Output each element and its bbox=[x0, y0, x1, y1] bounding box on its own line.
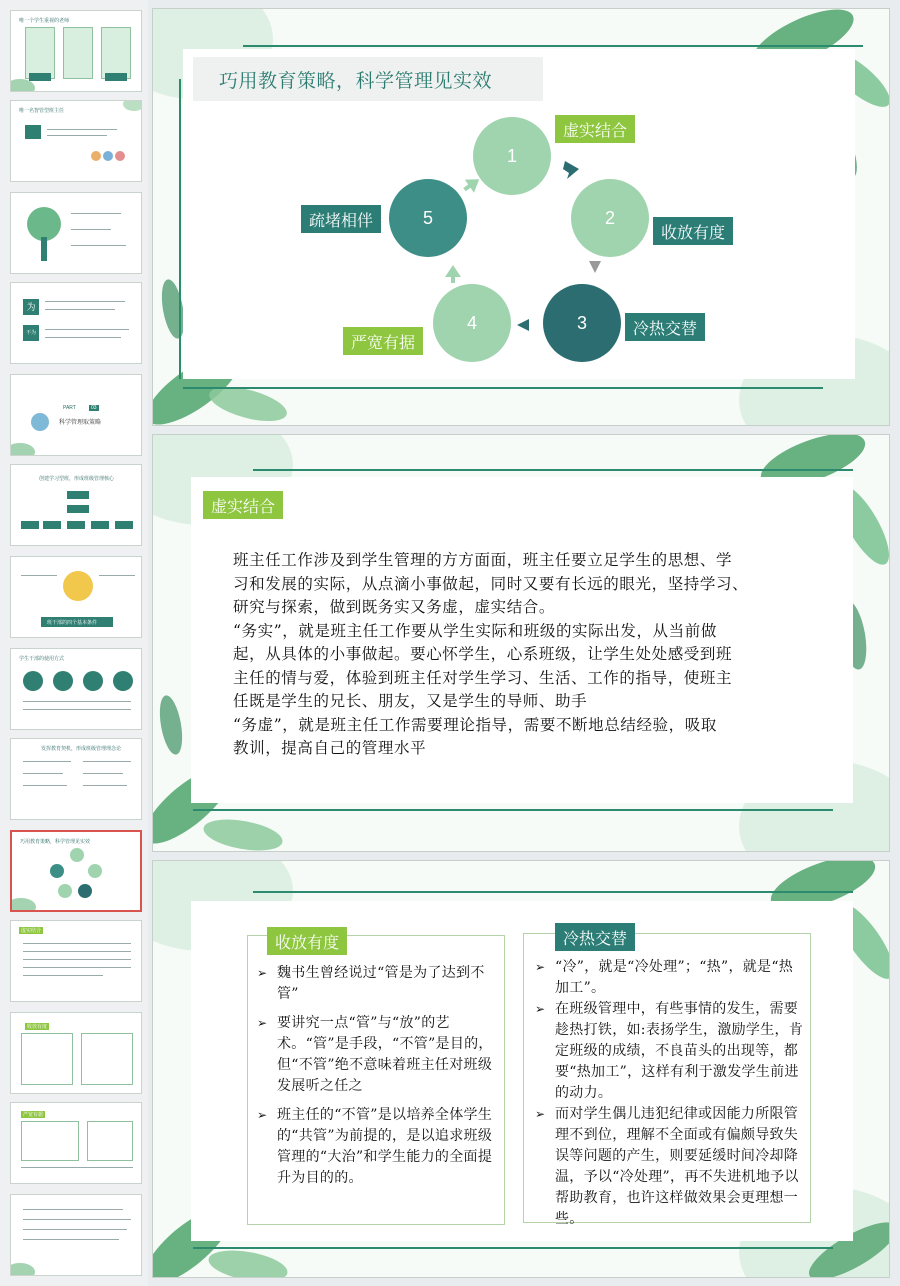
slide-thumbnail-panel bbox=[0, 0, 148, 1286]
thumb-line bbox=[23, 701, 131, 702]
thumb-line bbox=[23, 967, 131, 968]
thumb-mark-for: 为 bbox=[23, 299, 39, 315]
body-line: 起，从具体的小事做起。要心怀学生，心系班级，让学生处处感受到班 bbox=[233, 645, 733, 663]
label-step-1: 虚实结合 bbox=[555, 115, 635, 143]
tree-trunk bbox=[41, 237, 47, 261]
thumb-line bbox=[23, 1219, 131, 1220]
thumb-button bbox=[29, 73, 51, 81]
thumb-node bbox=[91, 521, 109, 529]
thumb-line bbox=[23, 951, 131, 952]
thumb-block bbox=[25, 27, 55, 79]
thumb-tag: 收放有度 bbox=[27, 1024, 48, 1030]
list-item: ➢ 魏书生曾经说过“管是为了达到不管” bbox=[257, 963, 499, 1005]
slide-thumbnail-2[interactable] bbox=[10, 100, 142, 182]
slide-thumbnail-10-selected[interactable] bbox=[10, 830, 142, 912]
arrow-icon bbox=[460, 173, 484, 196]
slide-thumbnail-8[interactable] bbox=[10, 648, 142, 730]
thumb-line bbox=[21, 575, 57, 576]
thumb-part-label: PART bbox=[63, 405, 76, 411]
body-line: 教训，提高自己的管理水平 bbox=[233, 739, 427, 757]
thumb-line bbox=[83, 773, 123, 774]
thumb-panel bbox=[21, 1121, 79, 1161]
body-line: 研究与探索，做到既务实又务虚，虚实结合。 bbox=[233, 598, 556, 616]
arrow-icon bbox=[563, 161, 579, 179]
panel-tag-lengre: 冷热交替 bbox=[555, 923, 635, 951]
leaf-decoration bbox=[10, 443, 35, 456]
person-icon bbox=[115, 151, 125, 161]
thumb-panel bbox=[81, 1033, 133, 1085]
accent-line-bottom bbox=[193, 1247, 833, 1249]
thumb-title: 唯一个学生重视的老师 bbox=[19, 18, 70, 24]
slide-thumbnail-4[interactable] bbox=[10, 282, 142, 364]
arrow-icon bbox=[589, 261, 601, 273]
thumb-cycle-node bbox=[88, 864, 102, 878]
thumb-line bbox=[23, 1239, 119, 1240]
thumb-line bbox=[45, 309, 115, 310]
slide-thumbnail-12[interactable] bbox=[10, 1012, 142, 1094]
thumb-line bbox=[45, 337, 121, 338]
thumb-title: 创建学习型班，形成班级管理核心 bbox=[39, 476, 115, 482]
thumb-line bbox=[23, 785, 67, 786]
slide-title: 巧用教育策略，科学管理见实效 bbox=[193, 57, 543, 101]
person-icon bbox=[103, 151, 113, 161]
thumb-cycle-node bbox=[70, 848, 84, 862]
thumb-line bbox=[23, 959, 131, 960]
slide-thumbnail-14[interactable] bbox=[10, 1194, 142, 1276]
thumb-line bbox=[23, 709, 131, 710]
cycle-node-3[interactable]: 3 bbox=[543, 284, 621, 362]
body-line: 主任的情与爱，体验到班主任对学生学习、生活、工作的指导，使班主 bbox=[233, 668, 733, 687]
body-line: 习和发展的实际，从点滴小事做起，同时又要有长远的眼光，坚持学习、 bbox=[233, 574, 749, 593]
thumb-line bbox=[23, 975, 103, 976]
cycle-node-4[interactable]: 4 bbox=[433, 284, 511, 362]
cycle-arrows bbox=[153, 9, 890, 426]
list-item: ➢ 而对学生偶儿违犯纪律或因能力所限管理不到位，理解不全面或有偏颇导致失误等问题的产生，则要延缓时间冷却降温，予以“冷处理”，再不失进机地予以帮助教育，也许这样做效果会更理想一些。 bbox=[535, 1104, 805, 1230]
arrow-icon bbox=[517, 319, 529, 331]
flower-image bbox=[63, 571, 93, 601]
list-item: ➢ 班主任的“不管”是以培养全体学生的“共管”为前提的，是以追求班级管理的“大治”和学生能力的全面提升为目的的。 bbox=[257, 1105, 499, 1189]
bullet-list-lengre bbox=[535, 957, 805, 1230]
thumb-node bbox=[67, 521, 85, 529]
thumb-line bbox=[83, 785, 127, 786]
body-paragraph bbox=[233, 549, 853, 761]
thumb-node bbox=[67, 491, 89, 499]
cycle-node-2[interactable]: 2 bbox=[571, 179, 649, 257]
slide-thumbnail-1[interactable] bbox=[10, 10, 142, 92]
label-step-3: 冷热交替 bbox=[625, 313, 705, 341]
section-tag: 虚实结合 bbox=[203, 491, 283, 519]
thumb-title: 班干部的四个基本条件 bbox=[47, 620, 98, 626]
body-line: 任既是学生的兄长、朋友，又是学生的导师、助手 bbox=[233, 692, 588, 710]
slide-shoufang-lengre[interactable] bbox=[152, 860, 890, 1278]
thumb-node bbox=[115, 521, 133, 529]
label-step-4: 严宽有据 bbox=[343, 327, 423, 355]
thumb-title: 唯一名智管型班主任 bbox=[19, 108, 65, 114]
thumb-line bbox=[71, 245, 126, 246]
thumb-line bbox=[45, 301, 125, 302]
accent-line-bottom bbox=[193, 809, 833, 811]
thumb-mark-notfor: 不为 bbox=[23, 325, 39, 341]
slide-thumbnail-9[interactable] bbox=[10, 738, 142, 820]
thumb-cycle-node bbox=[58, 884, 72, 898]
thumb-line bbox=[71, 213, 121, 214]
arrow-icon bbox=[445, 265, 461, 283]
leaf-decoration bbox=[10, 1263, 35, 1276]
thumb-line bbox=[23, 761, 71, 762]
body-line: “务虚”，就是班主任工作需要理论指导，需要不断地总结经验，吸取 bbox=[233, 715, 717, 734]
panel-tag-shoufang: 收放有度 bbox=[267, 927, 347, 955]
body-line: 班主任工作涉及到学生管理的方方面面，班主任要立足学生的思想、学 bbox=[233, 551, 733, 569]
slide-thumbnail-3[interactable] bbox=[10, 192, 142, 274]
slide-thumbnail-6[interactable] bbox=[10, 464, 142, 546]
book-icon bbox=[31, 413, 49, 431]
thumb-node-hex bbox=[113, 671, 133, 691]
list-item: ➢ 要讲究一点“管”与“放”的艺术。“管”是手段，“不管”是目的，但“不管”绝不意味着班主任对班级发展听之任之 bbox=[257, 1013, 499, 1097]
person-icon bbox=[91, 151, 101, 161]
slide-thumbnail-11[interactable] bbox=[10, 920, 142, 1002]
bullet-list-shoufang bbox=[257, 963, 499, 1197]
label-step-5: 疏堵相伴 bbox=[301, 205, 381, 233]
leaf-decoration bbox=[123, 100, 142, 111]
thumb-node-hex bbox=[23, 671, 43, 691]
thumb-line bbox=[83, 761, 131, 762]
thumb-node bbox=[21, 521, 39, 529]
thumb-node-hex bbox=[53, 671, 73, 691]
slide-xushi-jiehe[interactable] bbox=[152, 434, 890, 852]
thumb-tag: 严宽有据 bbox=[23, 1112, 44, 1118]
thumb-line bbox=[99, 575, 135, 576]
slide-thumbnail-7[interactable] bbox=[10, 556, 142, 638]
slide-cycle-diagram[interactable] bbox=[152, 8, 890, 426]
thumb-part-number: 03 bbox=[91, 405, 97, 411]
thumb-cycle-node bbox=[78, 884, 92, 898]
thumb-line bbox=[45, 329, 129, 330]
thumb-button bbox=[105, 73, 127, 81]
body-line: “务实”，就是班主任工作要从学生实际和班级的实际出发，从当前做 bbox=[233, 621, 717, 640]
thumb-title: 巧用教育策略，科学管理见实效 bbox=[20, 839, 91, 845]
slide-thumbnail-13[interactable] bbox=[10, 1102, 142, 1184]
thumb-title: 科学管理取策略 bbox=[59, 420, 102, 426]
thumb-cycle-node bbox=[50, 864, 64, 878]
thumb-node bbox=[43, 521, 61, 529]
thumb-node bbox=[67, 505, 89, 513]
thumb-line bbox=[23, 943, 131, 944]
thumb-line bbox=[71, 229, 111, 230]
accent-line-top bbox=[253, 469, 853, 471]
thumb-line bbox=[23, 773, 63, 774]
thumb-mark bbox=[25, 125, 41, 139]
thumb-panel bbox=[87, 1121, 133, 1161]
thumb-block bbox=[101, 27, 131, 79]
thumb-tag: 虚实结合 bbox=[21, 928, 42, 934]
thumb-title: 发挥教育契机，形成班级管理理念论 bbox=[41, 746, 122, 752]
list-item: ➢ “冷”，就是“冷处理”；“热”，就是“热加工”。 bbox=[535, 957, 805, 999]
label-step-2: 收放有度 bbox=[653, 217, 733, 245]
thumb-line bbox=[47, 129, 117, 130]
thumb-line bbox=[23, 1209, 123, 1210]
leaf-decoration bbox=[10, 898, 36, 912]
accent-line-top bbox=[253, 891, 853, 893]
thumb-line bbox=[21, 1167, 133, 1168]
thumb-line bbox=[47, 135, 107, 136]
tree-icon bbox=[27, 207, 61, 241]
thumb-panel bbox=[21, 1033, 73, 1085]
cycle-node-5[interactable]: 5 bbox=[389, 179, 467, 257]
thumb-line bbox=[23, 1229, 127, 1230]
cycle-node-1[interactable]: 1 bbox=[473, 117, 551, 195]
thumb-node-hex bbox=[83, 671, 103, 691]
thumb-block bbox=[63, 27, 93, 79]
thumb-title: 学生干部的使用方式 bbox=[19, 656, 65, 662]
slide-thumbnail-5[interactable] bbox=[10, 374, 142, 456]
list-item: ➢ 在班级管理中，有些事情的发生，需要趁热打铁，如:表扬学生，激励学生，肯定班级的成绩，不良苗头的出现等，都要“热加工”，这样有利于激发学生前进的动力。 bbox=[535, 999, 805, 1104]
